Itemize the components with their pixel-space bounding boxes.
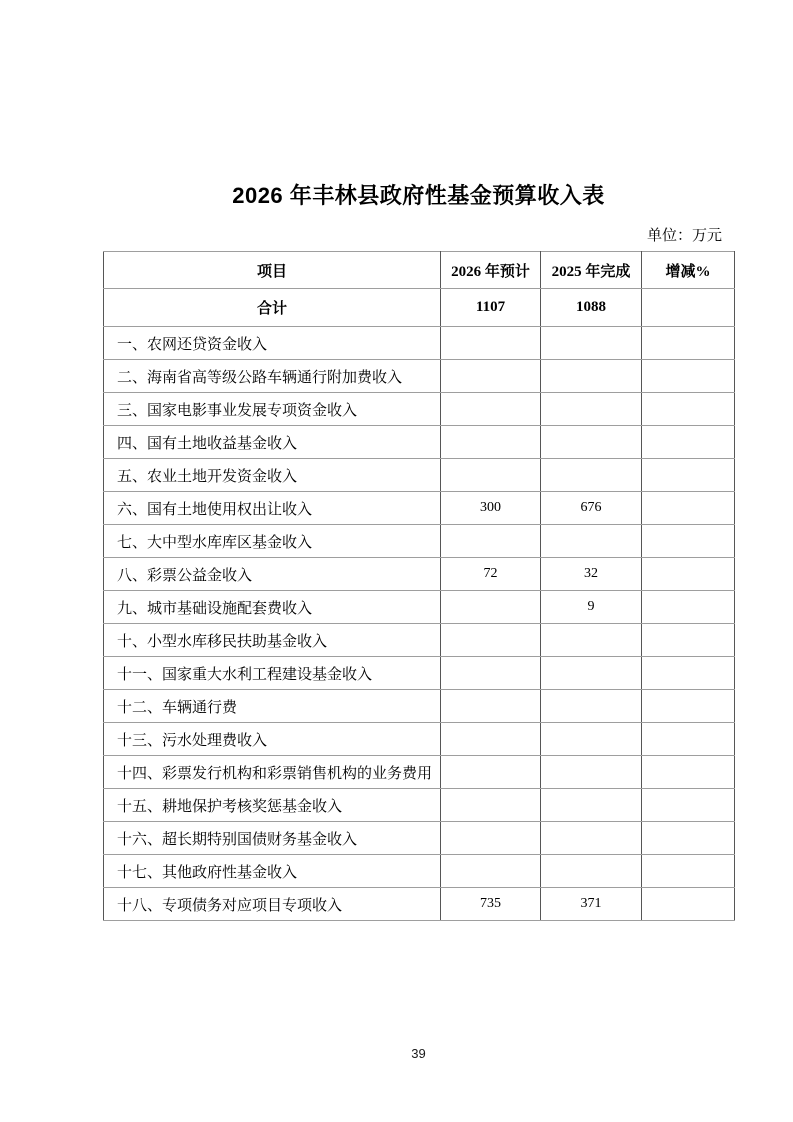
table-row — [104, 393, 735, 426]
budget-2026-cell — [441, 327, 541, 360]
table-row — [104, 459, 735, 492]
change-pct-cell — [642, 624, 735, 657]
column-header-2026-budget: 2026 年预计 — [441, 252, 541, 289]
actual-2025-cell — [541, 327, 642, 360]
change-pct-cell — [642, 492, 735, 525]
budget-2026-cell — [441, 591, 541, 624]
actual-2025-cell: 32 — [541, 558, 642, 591]
change-pct-cell — [642, 690, 735, 723]
table-row — [104, 327, 735, 360]
table-row — [104, 624, 735, 657]
table-row — [104, 591, 735, 624]
total-actual-2025-cell: 1088 — [541, 289, 642, 327]
budget-2026-cell — [441, 459, 541, 492]
change-pct-cell — [642, 657, 735, 690]
table-row — [104, 492, 735, 525]
item-label-cell: 十五、耕地保护考核奖惩基金收入 — [104, 789, 441, 822]
budget-revenue-table — [103, 251, 735, 921]
change-pct-cell — [642, 591, 735, 624]
change-pct-cell — [642, 789, 735, 822]
document-content — [103, 0, 734, 1061]
table-row — [104, 525, 735, 558]
total-budget-2026-cell: 1107 — [441, 289, 541, 327]
item-label-cell: 十二、车辆通行费 — [104, 690, 441, 723]
change-pct-cell — [642, 756, 735, 789]
column-header-change-pct: 增减% — [642, 252, 735, 289]
item-label-cell: 十八、专项债务对应项目专项收入 — [104, 888, 441, 921]
header-row — [104, 252, 735, 289]
item-label-cell: 二、海南省高等级公路车辆通行附加费收入 — [104, 360, 441, 393]
total-label-cell: 合计 — [104, 289, 441, 327]
item-label-cell: 九、城市基础设施配套费收入 — [104, 591, 441, 624]
budget-2026-cell: 72 — [441, 558, 541, 591]
actual-2025-cell: 9 — [541, 591, 642, 624]
item-label-cell: 十三、污水处理费收入 — [104, 723, 441, 756]
actual-2025-cell — [541, 756, 642, 789]
actual-2025-cell — [541, 525, 642, 558]
change-pct-cell — [642, 426, 735, 459]
item-label-cell: 八、彩票公益金收入 — [104, 558, 441, 591]
change-pct-cell — [642, 723, 735, 756]
item-label-cell: 十四、彩票发行机构和彩票销售机构的业务费用 — [104, 756, 441, 789]
page-title: 2026 年丰林县政府性基金预算收入表 — [232, 183, 605, 208]
actual-2025-cell — [541, 360, 642, 393]
table-row — [104, 723, 735, 756]
budget-2026-cell — [441, 624, 541, 657]
budget-2026-cell — [441, 855, 541, 888]
change-pct-cell — [642, 360, 735, 393]
table-row — [104, 558, 735, 591]
actual-2025-cell — [541, 690, 642, 723]
budget-2026-cell: 300 — [441, 492, 541, 525]
actual-2025-cell — [541, 624, 642, 657]
table-row — [104, 822, 735, 855]
item-label-cell: 一、农网还贷资金收入 — [104, 327, 441, 360]
change-pct-cell — [642, 822, 735, 855]
budget-2026-cell — [441, 756, 541, 789]
budget-2026-cell — [441, 723, 541, 756]
budget-2026-cell — [441, 822, 541, 855]
actual-2025-cell: 676 — [541, 492, 642, 525]
change-pct-cell — [642, 393, 735, 426]
budget-2026-cell — [441, 393, 541, 426]
actual-2025-cell: 371 — [541, 888, 642, 921]
budget-2026-cell: 735 — [441, 888, 541, 921]
budget-2026-cell — [441, 360, 541, 393]
item-label-cell: 五、农业土地开发资金收入 — [104, 459, 441, 492]
total-change-pct-cell — [642, 289, 735, 327]
actual-2025-cell — [541, 822, 642, 855]
table-row — [104, 789, 735, 822]
item-label-cell: 七、大中型水库库区基金收入 — [104, 525, 441, 558]
item-label-cell: 三、国家电影事业发展专项资金收入 — [104, 393, 441, 426]
change-pct-cell — [642, 459, 735, 492]
total-row — [104, 289, 735, 327]
page-number: 39 — [411, 1046, 426, 1061]
item-label-cell: 十一、国家重大水利工程建设基金收入 — [104, 657, 441, 690]
change-pct-cell — [642, 558, 735, 591]
table-row — [104, 360, 735, 393]
table-row — [104, 756, 735, 789]
table-body — [104, 289, 735, 921]
table-header — [104, 252, 735, 289]
column-header-item: 项目 — [104, 252, 441, 289]
actual-2025-cell — [541, 855, 642, 888]
actual-2025-cell — [541, 723, 642, 756]
actual-2025-cell — [541, 393, 642, 426]
unit-note: 单位：万元 — [646, 228, 722, 244]
actual-2025-cell — [541, 426, 642, 459]
table-row — [104, 690, 735, 723]
item-label-cell: 十七、其他政府性基金收入 — [104, 855, 441, 888]
actual-2025-cell — [541, 459, 642, 492]
budget-2026-cell — [441, 525, 541, 558]
budget-2026-cell — [441, 789, 541, 822]
actual-2025-cell — [541, 789, 642, 822]
item-label-cell: 四、国有土地收益基金收入 — [104, 426, 441, 459]
change-pct-cell — [642, 327, 735, 360]
item-label-cell: 六、国有土地使用权出让收入 — [104, 492, 441, 525]
budget-2026-cell — [441, 690, 541, 723]
budget-2026-cell — [441, 657, 541, 690]
table-row — [104, 855, 735, 888]
actual-2025-cell — [541, 657, 642, 690]
change-pct-cell — [642, 855, 735, 888]
item-label-cell: 十、小型水库移民扶助基金收入 — [104, 624, 441, 657]
table-row — [104, 888, 735, 921]
change-pct-cell — [642, 888, 735, 921]
table-row — [104, 657, 735, 690]
change-pct-cell — [642, 525, 735, 558]
column-header-2025-actual: 2025 年完成 — [541, 252, 642, 289]
budget-2026-cell — [441, 426, 541, 459]
item-label-cell: 十六、超长期特别国债财务基金收入 — [104, 822, 441, 855]
table-row — [104, 426, 735, 459]
